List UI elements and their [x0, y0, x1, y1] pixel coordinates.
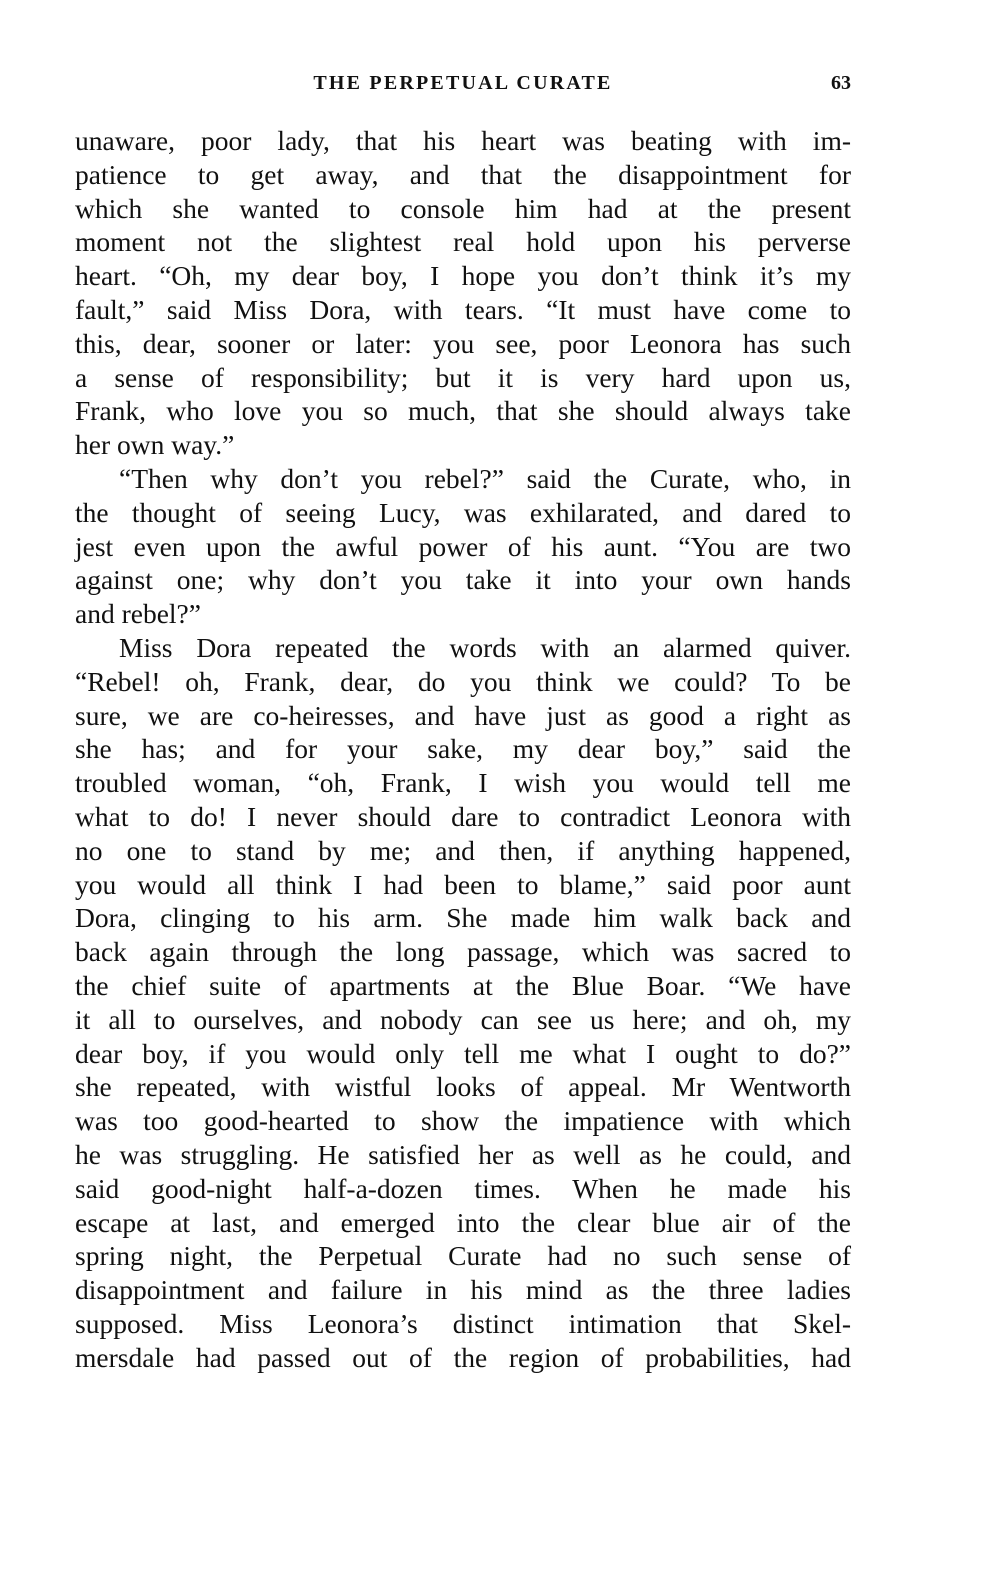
text-line: sure, we are co-heiresses, and have just as good a right as: [75, 699, 851, 731]
text-line: unaware, poor lady, that his heart was beating with im-: [75, 125, 851, 156]
text-line: she repeated, with wistful looks of appeal. Mr Wentworth: [75, 1071, 851, 1103]
text-line: fault,” said Miss Dora, with tears. “It must have come to: [75, 293, 851, 325]
text-line: was too good-hearted to show the impatience with which: [75, 1105, 851, 1137]
text-line: supposed. Miss Leonora’s distinct intimation that Skel-: [75, 1307, 851, 1339]
text-line: Dora, clinging to his arm. She made him walk back and: [75, 902, 851, 934]
text-line: the chief suite of apartments at the Blue Boar. “We have: [75, 969, 851, 1001]
text-line: said good-night half-a-dozen times. When he made his: [75, 1172, 851, 1204]
text-line: heart. “Oh, my dear boy, I hope you don’t think it’s my: [75, 260, 851, 292]
text-line: what to do! I never should dare to contradict Leonora with: [75, 800, 851, 832]
text-line: against one; why don’t you take it into your own hands: [75, 564, 851, 596]
text-line: it all to ourselves, and nobody can see us here; and oh, my: [75, 1003, 851, 1035]
text-line: troubled woman, “oh, Frank, I wish you would tell me: [75, 767, 851, 799]
text-line: he was struggling. He satisfied her as well as he could, and: [75, 1138, 851, 1170]
running-head: [75, 72, 851, 100]
text-line: this, dear, sooner or later: you see, poor Leonora has such: [75, 327, 851, 359]
text-line: she has; and for your sake, my dear boy,” said the: [75, 733, 851, 765]
text-line: a sense of responsibility; but it is very hard upon us,: [75, 361, 851, 393]
text-line: mersdale had passed out of the region of probabilities, had: [75, 1341, 851, 1373]
text-line: back again through the long passage, which was sacred to: [75, 936, 851, 968]
paragraph-start-line: “Then why don’t you rebel?” said the Curate, who, in: [119, 462, 851, 494]
text-line: jest even upon the awful power of his aunt. “You are two: [75, 530, 851, 562]
text-line: which she wanted to console him had at the present: [75, 192, 851, 224]
text-line: moment not the slightest real hold upon his perverse: [75, 226, 851, 258]
text-line: patience to get away, and that the disappointment for: [75, 158, 851, 190]
text-line: Frank, who love you so much, that she should always take: [75, 395, 851, 427]
text-line: the thought of seeing Lucy, was exhilarated, and dared to: [75, 496, 851, 528]
text-line: dear boy, if you would only tell me what I ought to do?”: [75, 1037, 851, 1069]
paragraph-start-line: Miss Dora repeated the words with an alarmed quiver.: [119, 631, 851, 663]
body-text: [75, 124, 851, 1374]
text-line: “Rebel! oh, Frank, dear, do you think we could? To be: [75, 665, 851, 697]
text-line: her own way.”: [75, 429, 235, 461]
running-title: THE PERPETUAL CURATE: [313, 72, 613, 94]
text-line: disappointment and failure in his mind as the three ladies: [75, 1274, 851, 1306]
text-line: no one to stand by me; and then, if anything happened,: [75, 834, 851, 866]
text-line: and rebel?”: [75, 598, 201, 630]
text-line: you would all think I had been to blame,” said poor aunt: [75, 868, 851, 900]
text-line: escape at last, and emerged into the clear blue air of the: [75, 1206, 851, 1238]
page-number: 63: [831, 72, 851, 94]
text-line: spring night, the Perpetual Curate had no such sense of: [75, 1240, 851, 1272]
